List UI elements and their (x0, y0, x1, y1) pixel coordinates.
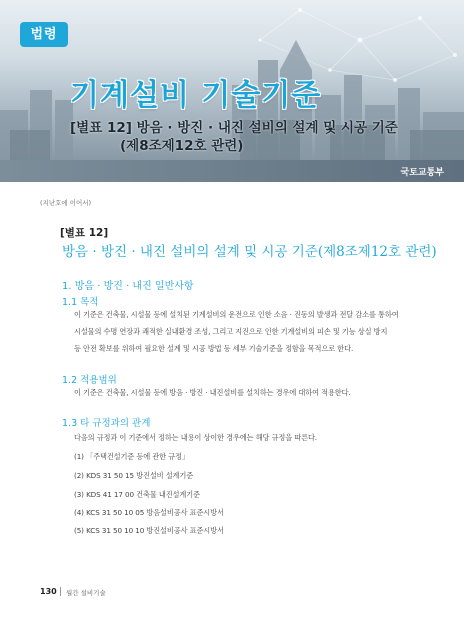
subtitle-line-2: (제8조제12호 관련) (120, 138, 244, 154)
reference-item: (5) KCS 31 50 10 10 방진설비공사 표준시방서 (74, 526, 224, 535)
annex-label: [별표 12] (60, 227, 109, 239)
magazine-name: 월간 설비기술 (66, 589, 106, 597)
section-1-heading: 1. 방음 · 방진 · 내진 일반사항 (62, 281, 194, 292)
footer-divider (60, 587, 61, 596)
section-1-1-line: 이 기준은 건축물, 시설물 등에 설치된 기계설비의 운전으로 인한 소음 · 진동의 발생과 전달 감소를 통하여 (74, 310, 399, 319)
ministry-label: 국토교통부 (400, 168, 444, 178)
section-1-1-heading: 1.1 목적 (62, 297, 99, 308)
page-title: 기계설비 기술기준 (70, 78, 322, 113)
header-bottom-band (0, 160, 464, 182)
reference-item: (3) KDS 41 17 00 건축물 내진설계기준 (74, 490, 200, 499)
section-1-2-heading: 1.2 적용범위 (62, 375, 117, 386)
section-1-2-line: 이 기준은 건축물, 시설물 등에 방음 · 방진 · 내진설비를 설치하는 경우에 대하여 적용한다. (74, 388, 351, 397)
document-title: 방음 · 방진 · 내진 설비의 설계 및 시공 기준(제8조제12호 관련) (62, 244, 437, 260)
section-1-3-intro: 다음의 규정과 이 기준에서 정하는 내용이 상이한 경우에는 해당 규정을 따른다. (74, 433, 318, 442)
section-1-3-heading: 1.3 타 규정과의 관계 (62, 418, 151, 429)
section-1-1-line: 시설물의 수명 연장과 쾌적한 실내환경 조성, 그리고 지진으로 인한 기계설비의 피손 및 기능 상실 방지 (74, 327, 388, 336)
reference-item: (1) 「주택건설기준 등에 관한 규정」 (74, 452, 189, 461)
section-1-1-line: 등 안전 확보를 위하여 필요한 설계 및 시공 방법 등 세부 기술기준을 정함을 목적으로 한다. (74, 344, 354, 353)
category-tag: 법령 (20, 22, 68, 47)
continued-note: (지난호에 이어서) (40, 199, 92, 207)
page-number: 130 (40, 587, 57, 596)
subtitle-line-1: [별표 12] 방음 · 방진 · 내진 설비의 설계 및 시공 기준 (70, 120, 398, 136)
reference-item: (4) KCS 31 50 10 05 방음설비공사 표준시방서 (74, 508, 224, 517)
reference-item: (2) KDS 31 50 15 방진설비 설계기준 (74, 471, 194, 480)
